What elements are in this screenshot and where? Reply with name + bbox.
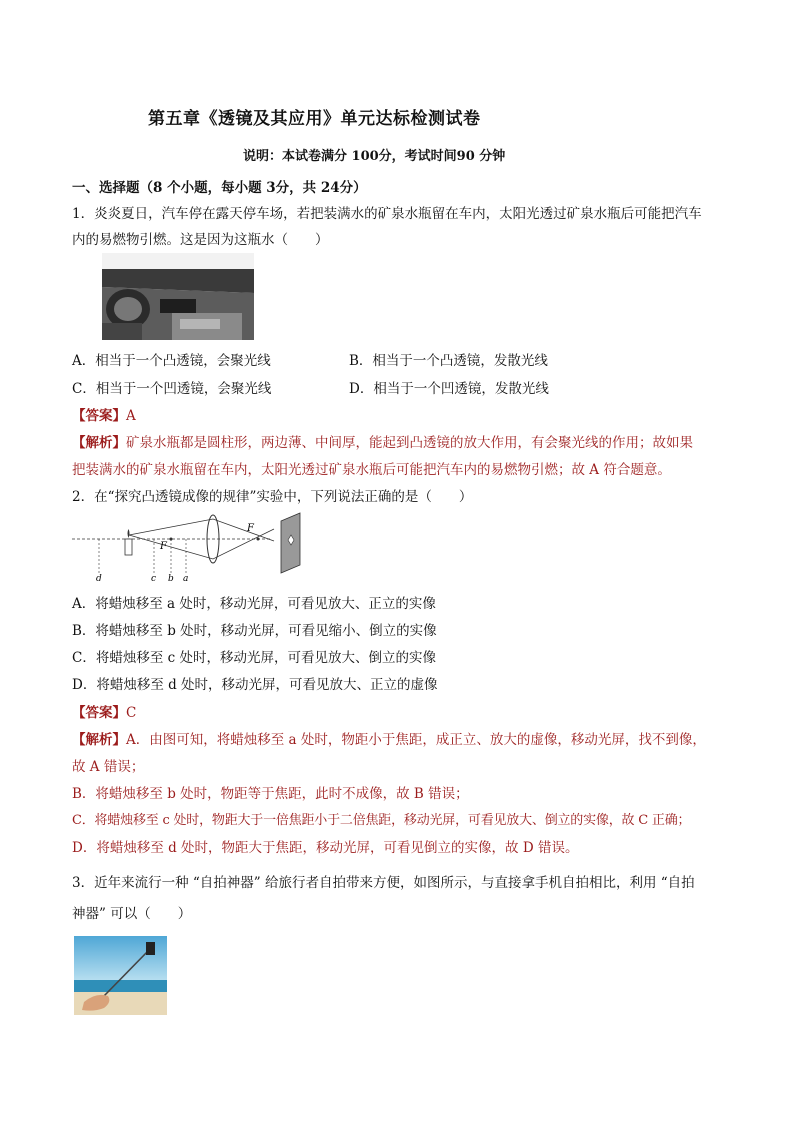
q2-analysis-line4: C．将蜡烛移至 c 处时，物距大于一倍焦距小于二倍焦距，移动光屏，可看见放大、倒立的实像，故 C 正确； — [72, 813, 691, 828]
q1-analysis-line2: 把装满水的矿泉水瓶留在车内，太阳光透过矿泉水瓶后可能把汽车内的易燃物引燃；故 A 符合题意。 — [72, 462, 671, 478]
section-heading-choice: 一、选择题（8 个小题，每小题 3分，共 24分） — [72, 180, 367, 196]
q2-stem: 2．在“探究凸透镜成像的规律”实验中，下列说法正确的是（ ） — [72, 489, 473, 505]
lens-experiment-diagram — [72, 511, 312, 584]
q2-analysis-line1: 【解析】A．由图可知，将蜡烛移至 a 处时，物距小于焦距，成正立、放大的虚像，移动光屏，找不到像， — [72, 732, 706, 748]
q3-stem-line2: 神器” 可以（ ） — [72, 906, 192, 922]
q2-option-b: B．将蜡烛移至 b 处时，移动光屏，可看见缩小、倒立的实像 — [72, 623, 437, 639]
q1-answer — [72, 404, 136, 424]
q2-analysis-line3: B．将蜡烛移至 b 处时，物距等于焦距，此时不成像，故 B 错误； — [72, 786, 469, 802]
exam-instructions: 说明：本试卷满分 100分，考试时间90 分钟 — [243, 149, 506, 164]
q2-analysis-line5: D．将蜡烛移至 d 处时，物距大于焦距，移动光屏，可看见倒立的实像，故 D 错误。 — [72, 840, 579, 856]
car-dashboard-photo — [102, 253, 254, 340]
q1-option-b: B．相当于一个凸透镜，发散光线 — [349, 353, 548, 369]
q1-analysis-line1: 【解析】矿泉水瓶都是圆柱形，两边薄、中间厚，能起到凸透镜的放大作用，有会聚光线的作用；故如果 — [72, 435, 693, 451]
q1-answer-tag: 【答案】 — [72, 408, 126, 424]
focus-label-right: F — [247, 523, 254, 534]
q2-answer-value: C — [126, 705, 137, 721]
q1-option-a: A．相当于一个凸透镜，会聚光线 — [72, 353, 271, 369]
q2-option-a: A．将蜡烛移至 a 处时，移动光屏，可看见放大、正立的实像 — [72, 596, 436, 612]
q1-option-d: D．相当于一个凹透镜，发散光线 — [349, 381, 549, 397]
q2-answer-tag: 【答案】 — [72, 705, 126, 721]
q1-answer-value: A — [126, 408, 136, 424]
point-c-label: c — [151, 574, 157, 584]
q2-option-d: D．将蜡烛移至 d 处时，移动光屏，可看见放大、正立的虚像 — [72, 677, 438, 693]
q2-option-c: C．将蜡烛移至 c 处时，移动光屏，可看见放大、倒立的实像 — [72, 650, 436, 666]
page-title: 第五章《透镜及其应用》单元达标检测试卷 — [148, 109, 481, 129]
point-d-label: d — [96, 574, 102, 584]
candle — [125, 539, 132, 555]
q3-stem-line1: 3．近年来流行一种 “自拍神器” 给旅行者自拍带来方便，如图所示，与直接拿手机自拍相比，利用 “自拍 — [72, 875, 695, 891]
point-b-label: b — [168, 574, 174, 584]
candle-flame — [128, 529, 130, 538]
point-a-label: a — [183, 574, 189, 584]
q1-analysis-tag: 【解析】 — [72, 435, 126, 451]
q2-analysis-line2: 故 A 错误； — [72, 759, 145, 775]
q1-stem-line2: 内的易燃物引燃。这是因为这瓶水（ ） — [72, 232, 329, 248]
phone — [146, 942, 155, 955]
q1-option-c: C．相当于一个凹透镜，会聚光线 — [72, 381, 272, 397]
q1-stem-line1: 1．炎炎夏日，汽车停在露天停车场，若把装满水的矿泉水瓶留在车内，太阳光透过矿泉水瓶后可能把汽车 — [72, 206, 702, 222]
q2-analysis-tag: 【解析】 — [72, 732, 126, 748]
q2-answer — [72, 701, 136, 721]
selfie-stick-photo — [74, 936, 167, 1015]
focus-label-left: F — [160, 541, 167, 552]
